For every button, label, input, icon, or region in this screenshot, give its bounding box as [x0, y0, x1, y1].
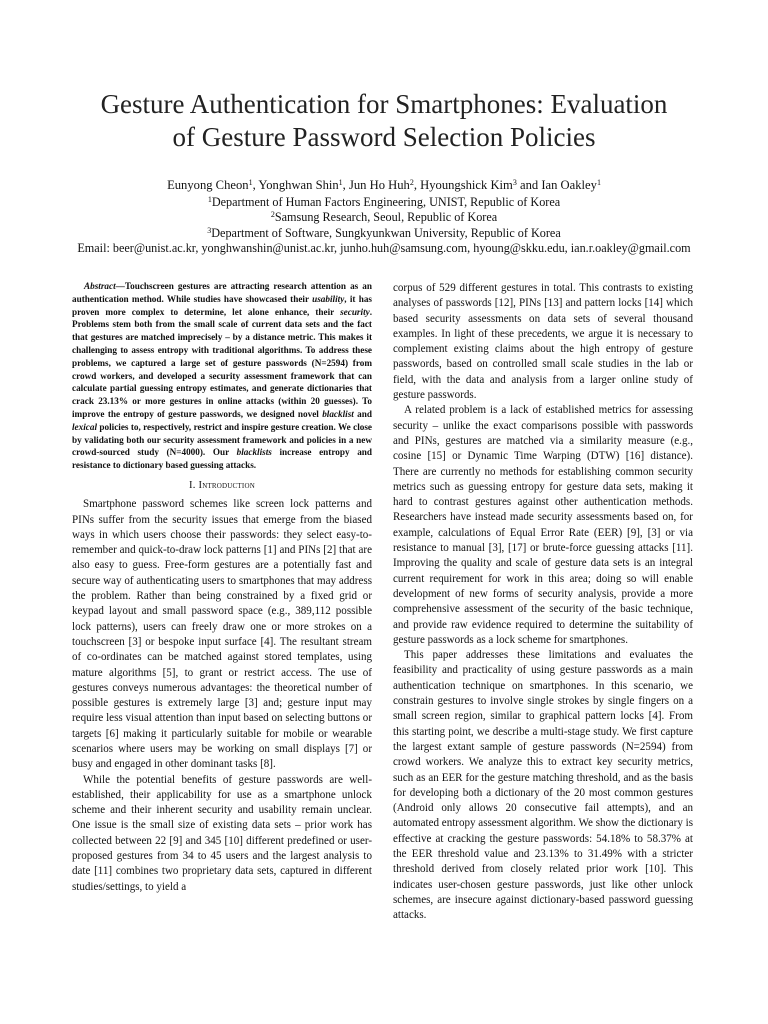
email-line: Email: beer@unist.ac.kr, yonghwanshin@unist.ac.kr, junho.huh@samsung.com, hyoung@skku.edu, ian.r.oakley@gmail.com: [77, 241, 691, 256]
author-list: Eunyong Cheon$^1$, Yonghwan Shin$^1$, Jun Ho Huh$^2$, Hyoungshick Kim$^3$ and Ian Oakley$^1$: [167, 178, 601, 192]
body-paragraph: This paper addresses these limitations and evaluates the feasibility and practicality of using gesture passwords as a main authentication technique on smartphones. In this scenario, we constrain gestures to involve single strokes by single fingers on a small screen region, similar to graphical pattern locks [4]. From this starting point, we describe a multi-stage study. We first capture the largest extant sample of gesture passwords (N=2594) from crowd workers. We analyze this to extract key security metrics, such as an EER for the gesture matching threshold, and as the basis for developing both a dictionary of the 20 most common gestures (Android only allows 20 consecutive fail attempts), and an automated entropy assessment algorithm. We show the dictionary is effective at cracking the gesture passwords: 54.18% to 58.37% at the EER threshold value and 23.13% to 31.49% with a stricter threshold derived from closely related prior work [10]. This indicates user-chosen gesture passwords, just like other unlock schemes, are insecure against dictionary-based password guessing attacks.: [393, 649, 693, 922]
author-affiliation-mark: 3: [512, 178, 517, 187]
title-line-2: of Gesture Password Selection Policies: [172, 122, 596, 152]
body-paragraph: Smartphone password schemes like screen lock patterns and PINs suffer from the security issues that emerge from the biased ways in which users choose their passwords: they select easy-to-remember and quick-to-draw lock patterns [1] and PINs [2] that are also easy to guess. Free-form gestures are a potentially fast and secure way of authenticating users to smartphones that may address the problem. Rather than being constrained by a fixed grid or keypad layout and small password space (e.g., 389,112 possible lock patterns), users can freely draw one or more strokes on a touchscreen [3] or bespoke input surface [4]. The resultant stream of co-ordinates can be matched against stored templates, using mature algorithms [5], to grant or restrict access. The use of gestures conveys numerous advantages: the theoretical number of possible gestures is extremely large [3] and; gesture input may require less visual attention than input based on selecting buttons or targets [6] making it particularly suitable for mobile or wearable scenarios where users may be working on small displays [7] or busy and engaged in other dominant tasks [8].: [72, 498, 372, 771]
abstract: Abstract—Touchscreen gestures are attracting research attention as an authentication method. While studies have showcased their usability, it has proven more complex to determine, let alone enhance, their security. Problems stem both from the small scale of current data sets and the fact that gestures are matched imprecisely – by a distance metric. This makes it challenging to assess entropy with traditional algorithms. To address these problems, we captured a large set of gesture passwords (N=2594) from crowd workers, and developed a security assessment framework that can calculate partial guessing entropy estimates, and generate dictionaries that crack 23.13% or more gestures in online attacks (within 20 guesses). To improve the entropy of gesture passwords, we designed novel blacklist and lexical policies to, respectively, restrict and inspire gesture creation. We close by validating both our security assessment framework and policies in a new crowd-sourced study (N=4000). Our blacklists increase entropy and resistance to dictionary based guessing attacks.: [72, 281, 373, 471]
author-name: Yonghwan Shin: [258, 178, 339, 192]
title-line-1: Gesture Authentication for Smartphones: Evaluation: [100, 89, 668, 119]
body-paragraph: A related problem is a lack of established metrics for assessing security – unlike the exact comparisons possible with passwords and PINs, gestures are matched via a similarity measure (e.g., cosine [15] or Dynamic Time Warping (DTW) [16] distance). There are currently no methods for establishing common security metrics such as guessing entropy for gesture data sets, making it hard to contrast gestures against other authentication methods. Researchers have instead made security assessments based on, for example, calculations of Equal Error Rate (EER) [9], [3] or via resistance to manual [3], [17] or brute-force guessing attacks [11]. Improving the quality and scale of gesture data sets is an integral current requirement for work in this area; doing so will enable development of new forms of security analysis, provide a more comprehensive assessment of the security of the basic technique, and provide raw evidence required to determine the suitability of gesture passwords as a lock scheme for smartphones.: [393, 404, 693, 646]
affiliation-line: $^1$Department of Human Factors Engineering, UNIST, Republic of Korea: [207, 194, 561, 209]
author-name: Hyoungshick Kim: [420, 178, 513, 192]
author-block: [30, 178, 738, 257]
section-heading-introduction: I. Introduction: [189, 479, 255, 491]
author-name: Jun Ho Huh: [348, 178, 410, 192]
body-paragraph: While the potential benefits of gesture passwords are well-established, their applicability for use as a smartphone unlock scheme and their inherent security and usability remain unclear. One issue is the small size of existing data sets – prior work has collected between 22 [9] and 345 [10] different predefined or user-proposed gestures from 34 to 45 users and the largest analysis to date [11] combines two proprietary data sets, captured in different studies/settings, to yield a: [72, 773, 372, 893]
author-affiliation-mark: 2: [409, 178, 414, 187]
body-paragraph: corpus of 529 different gestures in total. This contrasts to existing analyses of passwords [12], PINs [13] and pattern locks [14] which based security assessments on data sets of several thousand examples. In light of these precedents, we argue it is necessary to complement existing claims about the high entropy of gesture passwords, based on controlled small scale studies in the lab or field, with the data and analysis from a larger online study of gesture passwords.: [393, 282, 693, 402]
abstract-label: Abstract: [84, 281, 116, 291]
author-affiliation-mark: 1: [596, 178, 601, 187]
affiliation-line: $^2$Samsung Research, Seoul, Republic of Korea: [270, 210, 498, 225]
affiliation-line: $^3$Department of Software, Sungkyunkwan University, Republic of Korea: [207, 225, 561, 240]
author-affiliation-mark: 1: [248, 178, 253, 187]
author-affiliation-mark: 1: [338, 178, 343, 187]
right-column: [393, 281, 693, 923]
left-column: [72, 280, 372, 895]
author-name: Eunyong Cheon: [167, 178, 249, 192]
author-name: Ian Oakley: [541, 178, 597, 192]
paper-title: [40, 88, 728, 154]
